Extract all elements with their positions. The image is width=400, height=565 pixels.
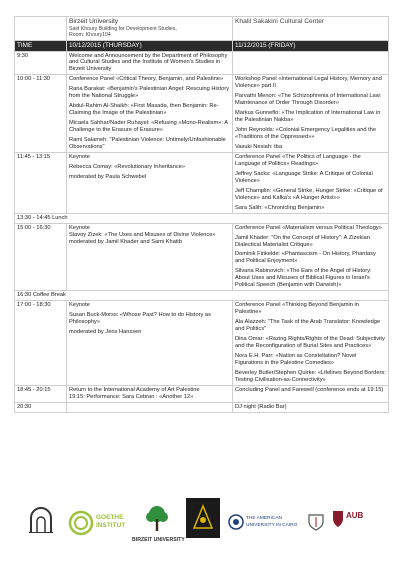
fri-cell	[233, 402, 389, 412]
schedule-row	[15, 75, 389, 153]
schedule-row	[15, 402, 389, 412]
auc-label-1: THE AMERICAN	[246, 516, 282, 521]
schedule-row	[15, 385, 389, 402]
thu-cell	[67, 152, 233, 213]
schedule-row	[15, 301, 389, 386]
entry: Jamil Khader: "On the Concept of History": A Zizekian Dialectical Materialist Critique»	[235, 234, 370, 248]
thu-cell	[67, 385, 233, 402]
entry: Conference Panel «Materialism versus Political Theology»	[235, 224, 382, 231]
row-time: 18:45 - 20:15	[15, 385, 67, 402]
entry: Dina Omar: «Razing Rights/Rights of the Dead: Subjectivity and the Reconfiguration of Burial Sites and Practices»	[235, 335, 385, 349]
venue-thu-building: Said Khoury Building for Development Studies,	[69, 26, 177, 33]
entry: Conference Panel «Thinking Beyond Benjamin in Palestine»	[235, 302, 359, 316]
row-time: 10:00 - 11:30	[15, 75, 67, 153]
venue-thursday	[67, 17, 233, 41]
entry: Jeffrey Sacks: «Language Strike: A Critique of Colonial Violence»	[235, 170, 373, 184]
schedule-row	[15, 152, 389, 213]
entry: Parvathi Menon: «The Schizophrenia of International Law: Maintenance of Order Through Disorder»	[235, 93, 382, 107]
row-time: 11:45 - 13:15	[15, 152, 67, 213]
thu-cell	[67, 51, 233, 75]
crest-logo-icon	[306, 512, 326, 532]
entry: Silvana Rabinovich: «The Ears of the Angel of History: About Uses and Misuses of Biblical Figures in Israel's Political Speech (Benjamin with Darwish)»	[235, 268, 372, 289]
entry: Slavoy Zizek: «The Uses and Misuses of Divine Violence»	[69, 231, 216, 238]
thu-cell	[67, 301, 233, 386]
row-time: 15:00 - 16:30	[15, 223, 67, 291]
entry: moderated by Jens Hanssen	[69, 329, 142, 336]
entry: Rana Barakat: «Benjamin's Palestinian Angel: Rescuing History from the National Struggle»	[69, 86, 230, 100]
entry: Keynote	[69, 153, 90, 160]
venue-spacer	[15, 17, 67, 41]
entry: Conference Panel «Critical Theory, Benjamin, and Palestine»	[69, 76, 224, 83]
academy-arch-logo-icon	[28, 506, 54, 534]
row-time: 9:30	[15, 51, 67, 75]
row-time: 17:00 - 18:30	[15, 301, 67, 386]
entry: moderated by Jamil Khader and Sami Khatib	[69, 238, 182, 245]
venue-thu-name: Birzeit University	[69, 18, 119, 25]
entry: Susan Buck-Morss: «Whose Past? How to do History as Philosophy»	[69, 312, 211, 326]
entry: Welcome and Announcement by the Department of Philosophy and Cultural Studies and the Institute of Women's Studies in Birzeit University	[69, 52, 228, 73]
entry: Micaela Sahhar/Nader Ruhayel: «Refusing «Mono-Realism»: A Challenge to the Erasure of Erasure»	[69, 120, 228, 134]
entry: Dominik Finkelde: «Phantascism - On History, Phantasy and Political Enjoyment»	[235, 251, 376, 265]
auc-seal-logo-icon	[228, 514, 244, 530]
aub-shield-logo-icon	[332, 510, 344, 528]
entry: Beverley Butler/Stephen Quirke: «Lifelines Beyond Borders: Testing Civilisation-as-Connectivity»	[235, 369, 386, 383]
thu-cell	[67, 75, 233, 153]
fri-cell	[233, 223, 389, 291]
entry: 19:15: Performance: Sara Cebran : «Another 12»	[69, 393, 194, 400]
entry: Concluding Panel and Farewell (conference ends at 19:15)	[235, 386, 384, 393]
dark-emblem-logo-icon	[186, 498, 220, 538]
program-table	[14, 16, 389, 413]
entry: Conference Panel «The Politics of Language - the Language of Politics» Readings»	[235, 153, 361, 167]
thu-cell	[67, 402, 233, 412]
venue-row	[15, 17, 389, 41]
venue-thu-room: Room: Khoury104	[69, 32, 111, 39]
entry: DJ night (Radio Bar)	[235, 403, 287, 410]
entry: moderated by Paula Schwebel	[69, 173, 147, 180]
entry: Sara Salih: «Chronicling Benjamin»	[235, 204, 325, 211]
row-time: 20:30	[15, 402, 67, 412]
entry: Markus Gunneflo: «The Implication of International Law in the Palestinian Nakba»	[235, 110, 381, 124]
entry: Vasuki Nesiah: tba	[235, 144, 282, 151]
entry: Abdul-Rahim Al-Shaikh: «First Masada, then Benjamin: Re-Claiming the Image of the Palestinian»	[69, 103, 219, 117]
goethe-label-2: INSTITUT	[96, 522, 126, 529]
fri-cell	[233, 51, 389, 75]
fri-cell	[233, 75, 389, 153]
fri-cell	[233, 385, 389, 402]
venue-fri-name: Khalil Sakakini Cultural Center	[235, 18, 325, 25]
header-friday: 11/12/2015 (FRIDAY)	[233, 40, 389, 51]
birzeit-tree-logo-icon	[142, 504, 172, 534]
schedule-row	[15, 223, 389, 291]
header-row	[15, 40, 389, 51]
fri-cell	[233, 301, 389, 386]
entry: Keynote	[69, 302, 90, 309]
fri-cell	[233, 152, 389, 213]
goethe-institut-logo-icon	[68, 510, 94, 536]
lunch-break: 13:30 - 14:45 Lunch	[15, 213, 389, 223]
auc-label-2: UNIVERSITY IN CAIRO	[246, 523, 298, 528]
break-row	[15, 291, 389, 301]
header-time: TIME	[15, 40, 67, 51]
entry: Ala Alazzeh: "The Task of the Arab Translator: Knowledge and Politics"	[235, 319, 381, 333]
entry: Rebecca Comay: «Revolutionary Inheritance»	[69, 163, 186, 170]
sponsor-logos	[14, 498, 388, 548]
birzeit-label: BIRZEIT UNIVERSITY	[132, 537, 185, 543]
venue-friday	[233, 17, 389, 41]
entry: Workshop Panel «International Legal History, Memory and Violence» part II	[235, 76, 382, 90]
entry: Jeff Champlin: «General Strike, Hunger Strike: «Critique of Violence» and Kafka's «A Hunger Artist»»	[235, 187, 383, 201]
break-row	[15, 213, 389, 223]
goethe-label-1: GOETHE	[96, 514, 124, 521]
entry: Keynote	[69, 224, 90, 231]
schedule-row	[15, 51, 389, 75]
coffee-break: 16:30 Coffee Break	[15, 291, 389, 301]
header-thursday: 10/12/2015 (THURSDAY)	[67, 40, 233, 51]
aub-label: AUB	[346, 511, 364, 520]
entry: Nora E.H. Parr: «Nation as Constellation? Novel Figurations in the Palestine Comedies»	[235, 352, 357, 366]
entry: Return to the International Academy of Art Palestine	[69, 386, 200, 393]
thu-cell	[67, 223, 233, 291]
entry: John Reynolds: «Colonial Emergency Legalities and the «Traditions of the Oppressed»»	[235, 127, 377, 141]
entry: Rami Salameh: "Palestinian Violence: Untimely/Unfashionable Observations"	[69, 137, 226, 151]
